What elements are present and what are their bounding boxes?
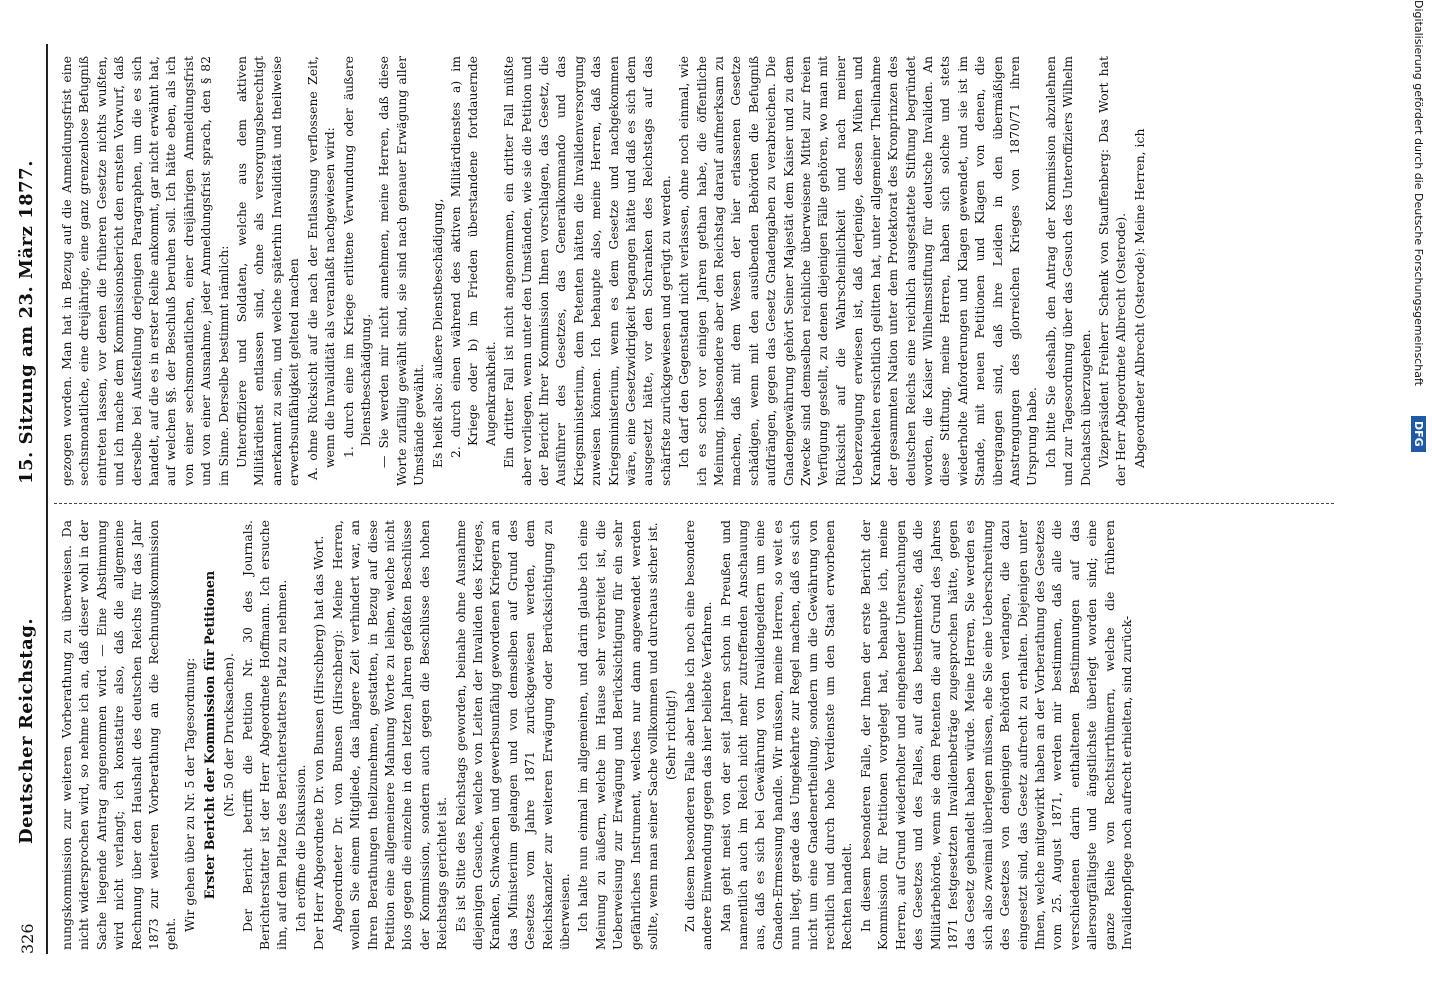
page-header [14,44,44,954]
centered-line: (Sehr richtig!) [663,690,679,780]
paragraph: Der Bericht betrifft die Petition Nr. 30 des Journals. Berichterstatter ist der Herr Abgeordnete Hoffmann. Ich ersuche ihn, auf dem Platze des Berichterstatters Platz zu nehmen. [239,520,290,950]
column-divider [54,502,1334,504]
dfg-logo: DFG [1412,416,1427,452]
paragraph: Wir gehen über zu Nr. 5 der Tagesordnung: [181,657,197,932]
paragraph: Zu diesem besonderen Falle aber habe ich noch eine besondere andere Einwendung gegen das hier beliebte Verfahren. [681,520,715,950]
paragraph: — Sie werden mir nicht annehmen, meine Herren, daß diese Worte zufällig gewählt sind, sie sind nach genauer Erwägung aller Umstände gewählt. [376,56,427,486]
paragraph: nungskommission zur weiteren Vorberathung zu überweisen. Da nicht widersprochen wird, so nehme ich an, daß dieser wohl in der Sache liegende Antrag angenommen wird. — Eine Abstimmung wird nicht verlangt; ich konstatire also, daß die allgemeine Rechnung über den Haushalt des deutschen Reichs für das Jahr 1873 zur weiteren Vorberathung an die Rechnungskommission geht. [59,520,179,950]
list-subitem: 1. durch eine im Kriege erlittene Verwundung oder äußere Dienstbeschädigung. [340,56,373,458]
paragraph: Ich eröffne die Diskussion. [292,764,308,932]
paragraph: Abgeordneter Albrecht (Osterode): Meine Herren, ich [1131,128,1147,468]
header-rule [46,44,48,954]
paragraph: Ein dritter Fall ist nicht angenommen, ein dritter Fall müßte aber vorliegen, wenn unter den Umständen, wie sie die Petition und der Bericht Ihrer Kommission Ihnen vorschlagen, das Gesetz, die Ausführer des Gesetzes, das Generalkommando und das Kriegsministerium, dem Petenten hätten die Invalidenversorgung zuweisen können. Ich behaupte also, meine Herren, daß das Kriegsministerium, wenn es dem Gesetze und nachgekommen wäre, eine Gesetzwidrigkeit begangen hätte und daß es sich dem ausgesetzt hätte, vor den Schranken des Reichstags auf das schärfste zurückgewiesen und gerügt zu werden. [501,56,673,486]
journal-title: Deutscher Reichstag. [16,617,37,844]
paragraph: Es ist Sitte des Reichstags geworden, beinahe ohne Ausnahme diejenigen Gesuche, welche von Leiten der Invaliden des Krieges, Kranken, Schwachen und gewerbsunfähig gewordenen Kriegern an das Ministerium gelangen und von demselben auf Grund des Gesetzes vom Jahre 1871 zurückgewiesen werden, dem Reichskanzler zur weiteren Erwägung oder Berücksichtigung zu überweisen. [452,520,572,950]
paragraph: Man geht meist von der seit Jahren schon in Preußen und namentlich auch im Reich nicht mehr zutreffenden Anschauung aus, daß es sich bei Gewährung von Invalidengeldern um eine Gnaden-Ermessung handle. Wir müssen, meine Herren, so weit es nun liegt, gerade das Umgekehrte zur Regel machen, daß es sich nicht um eine Gnadenertheilung, sondern um die Gewährung von rechtlich und durch hohe Verdienste um den Staat erworbenen Rechten handelt. [717,520,855,950]
paragraph: Ich darf den Gegenstand nicht verlassen, ohne noch einmal, wie ich es schon vor einigen Jahren gethan habe, die öffentliche Meinung, insbesondere aber den Reichstag darauf aufmerksam zu machen, daß mit dem Wesen der hier erlassenen Gesetze schädigen, wenn mit den ausübenden Behörden die Befugniß aufdrängen, gegen das Gesetz Gnadengaben zu verabreichen. Die Gnadengewährung gehört Seiner Majestät dem Kaiser und zu dem Zwecke sind demselben reichliche überweisene Mittel zur freien Verfügung gestellt, zu denen diejenigen Fälle gehören, wo man mit Rücksicht auf die Wahrscheinlichkeit und nach meiner Ueberzeugung erwiesen ist, daß derjenige, dessen Mühen und Krankheiten ersichtlich gelitten hat, unter allgemeiner Theilnahme der gesammten Nation unter dem Protektorat des Kronprinzen des deutschen Reichs eine reichlich ausgestattete Stiftung begründet worden, die Kaiser Wilhelmsstiftung für deutsche Invaliden. An diese Stiftung, meine Herren, haben sich solche und stets wiederholte Anforderungen und Klagen gewendet, und sie ist im Stande, mit neuen Petitionen und Klagen von denen, die übergangen sind, daß ihre Leiden in den übermäßigen Anstrengungen des glorreichen Krieges von 1870/71 ihren Ursprung habe. [676,56,1040,486]
dfg-sidebar [1406,0,1432,1000]
rotated-page [0,20,1390,980]
list-item: A. ohne Rücksicht auf die nach der Entlassung verflossene Zeit, wenn die Invalidität als veranlaßt nachgewiesen wird: [304,56,338,480]
paragraph: Vizepräsident Freiherr Schenk von Stauffenberg: Das Wort hat der Herr Abgeordnete Albrecht (Osterode). [1095,56,1129,486]
session-title: 15. Sitzung am 23. März 1877. [16,160,37,484]
paragraph: Abgeordneter Dr. von Bunsen (Hirschberg): Meine Herren, wollen Sie einem Mitgliede, das längere Zeit verhindert war, an Ihren Berathungen theilzunehmen, gestatten, in Bezug auf diese Petition eine allgemeinere Mahnung Worte zu leihen, welche nicht blos gegen die einzelne in den letzten Jahren gefaßten Beschlüsse der Kommission, sondern auch gegen die Beschlüsse des hohen Reichstags gerichtet ist. [329,520,450,950]
paragraph: Es heißt also: äußere Dienstbeschädigung, [429,198,445,468]
centered-line: (Nr. 50 der Drucksachen). [221,653,237,817]
left-column [58,520,1136,950]
paragraph: Unteroffiziere und Soldaten, welche aus dem aktiven Militärdienst entlassen sind, ohne als versorgungsberechtigt anerkannt zu sein, und welche späterhin Invalidität und theilweise erwerbsunfähigkeit geltend machen [234,56,302,486]
paragraph: Ich bitte Sie deshalb, den Antrag der Kommission abzulehnen und zur Tagesordnung über das Gesuch des Unteroffiziers Wilhelm Duchatsch überzugehen. [1042,56,1093,486]
right-column [58,56,1149,486]
paragraph: In diesem besonderen Falle, der Ihnen der erste Bericht der Kommission für Petitionen vorgelegt hat, behaupte ich, meine Herren, auf Grund wiederholter und eingehender Untersuchungen des Gesetzes und des Falles, auf das bestimmteste, daß die Militärbehörde, wenn sie dem Petenten die auf Grund des Jahres 1871 festgesetzten Invalidenbeträge zugesprochen hätte, gegen das Gesetz gehandelt haben würde. Meine Herren, Sie werden es sich also zweimal überlegen müssen, ehe Sie eine Ueberschreitung des Gesetzes von denjenigen Behörden verlangen, die dazu eingesetzt sind, das Gesetz aufrecht zu erhalten. Diejenigen unter Ihnen, welche mitgewirkt haben an der Vorberathung des Gesetzes vom 25. August 1871, werden mir bestimmen, daß alle die verschiedenen darin enthaltenen Bestimmungen auf das allersorgfältigste und ängstlichste überlegt worden sind; eine ganze Reihe von Rechtsirrthümern, welche die früheren Invalidenpflege noch aufrecht erhielten, sind zurück- [857,520,1134,950]
list-subitem: 2. durch einen während des aktiven Militärdienstes a) im Kriege oder b) im Frieden überstandene fortdauernde Augenkrankheit. [447,56,498,458]
page-number: 326 [18,923,37,954]
paragraph: Der Herr Abgeordnete Dr. von Bunsen (Hirschberg) hat das Wort. [311,535,327,950]
dfg-funding-note: Digitalisierung gefördert durch die Deutsche Forschungsgemeinschaft [1412,0,1426,386]
paragraph: gezogen worden. Man hat in Bezug auf die Anmeldungsfrist eine sechsmonatliche, eine dreijährige, eine ganz grenzenlose Befugniß eintreten lassen, vor denen die früheren Gesetze nichts wußten, und ich mache dem Kommissionsbericht den ernsten Vorwurf, daß derselbe bei Aufstellung derjenigen Paragraphen, um die es sich handelt, auf die es in erster Reihe ankommt, gar nicht erwähnt hat, auf welchen §§. der Beschluß beruhen soll. Ich hätte eben, als ich von einer sechsmonatlichen, einer dreijährigen Anmeldungsfrist und von einer Ausnahme, jeder Anmeldungsfrist sprach, den § 82 im Sinne. Derselbe bestimmt nämlich: [59,56,231,486]
section-heading: Erster Bericht der Kommission für Petitionen [203,570,219,900]
paragraph: Ich halte nun einmal im allgemeinen, und darin glaube ich eine Meinung zu äußern, welche im Hause sehr verbreitet ist, die Ueberweisung zur Erwägung und Berücksichtigung für ein sehr gefährliches Instrument, welches nur dann angewendet werden sollte, wenn man seiner Sache vollkommen und durchaus sicher ist. [575,520,660,950]
